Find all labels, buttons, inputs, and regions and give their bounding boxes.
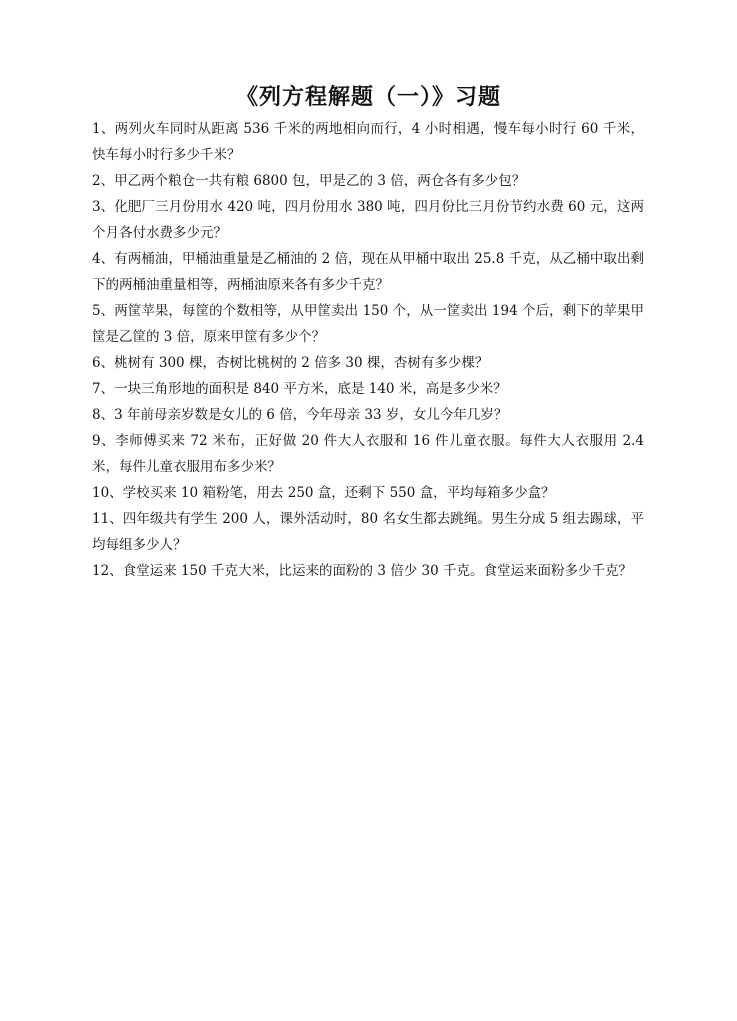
question-7: 7、一块三角形地的面积是 840 平方米，底是 140 米，高是多少米？: [92, 381, 507, 397]
question-4: 4、有两桶油，甲桶油重量是乙桶油的 2 倍，现在从甲桶中取出 25.8 千克，从乙桶中取出剩下的两桶油重量相等，两桶油原来各有多少千克？: [92, 251, 644, 293]
question-3: 3、化肥厂三月份用水 420 吨，四月份用水 380 吨，四月份比三月份节约水费 60 元，这两个月各付水费多少元？: [92, 199, 644, 241]
question-12: 12、食堂运来 150 千克大米，比运来的面粉的 3 倍少 30 千克。食堂运来面粉多少千克？: [92, 563, 632, 579]
question-5: 5、两筐苹果，每筐的个数相等，从甲筐卖出 150 个，从一筐卖出 194 个后，剩下的苹果甲筐是乙筐的 3 倍，原来甲筐有多少个？: [92, 303, 644, 345]
question-11: 11、四年级共有学生 200 人，课外活动时，80 名女生都去跳绳。男生分成 5 组去踢球，平均每组多少人？: [92, 511, 644, 553]
question-8: 8、3 年前母亲岁数是女儿的 6 倍，今年母亲 33 岁，女儿今年几岁？: [92, 407, 508, 423]
question-9: 9、李师傅买来 72 米布，正好做 20 件大人衣服和 16 件儿童衣服。每件大人衣服用 2.4 米，每件儿童衣服用布多少米？: [92, 433, 644, 475]
question-list: [92, 116, 644, 584]
question-6: 6、桃树有 300 棵，杏树比桃树的 2 倍多 30 棵，杏树有多少棵？: [92, 355, 489, 371]
question-10: 10、学校买来 10 箱粉笔，用去 250 盒，还剩下 550 盒，平均每箱多少盒？: [92, 485, 555, 501]
document-title: 《列方程解题（一）》习题: [235, 84, 501, 110]
question-2: 2、甲乙两个粮仓一共有粮 6800 包，甲是乙的 3 倍，两仓各有多少包？: [92, 173, 526, 189]
question-1: 1、两列火车同时从距离 536 千米的两地相向而行，4 小时相遇，慢车每小时行 60 千米，快车每小时行多少千米？: [92, 121, 644, 163]
